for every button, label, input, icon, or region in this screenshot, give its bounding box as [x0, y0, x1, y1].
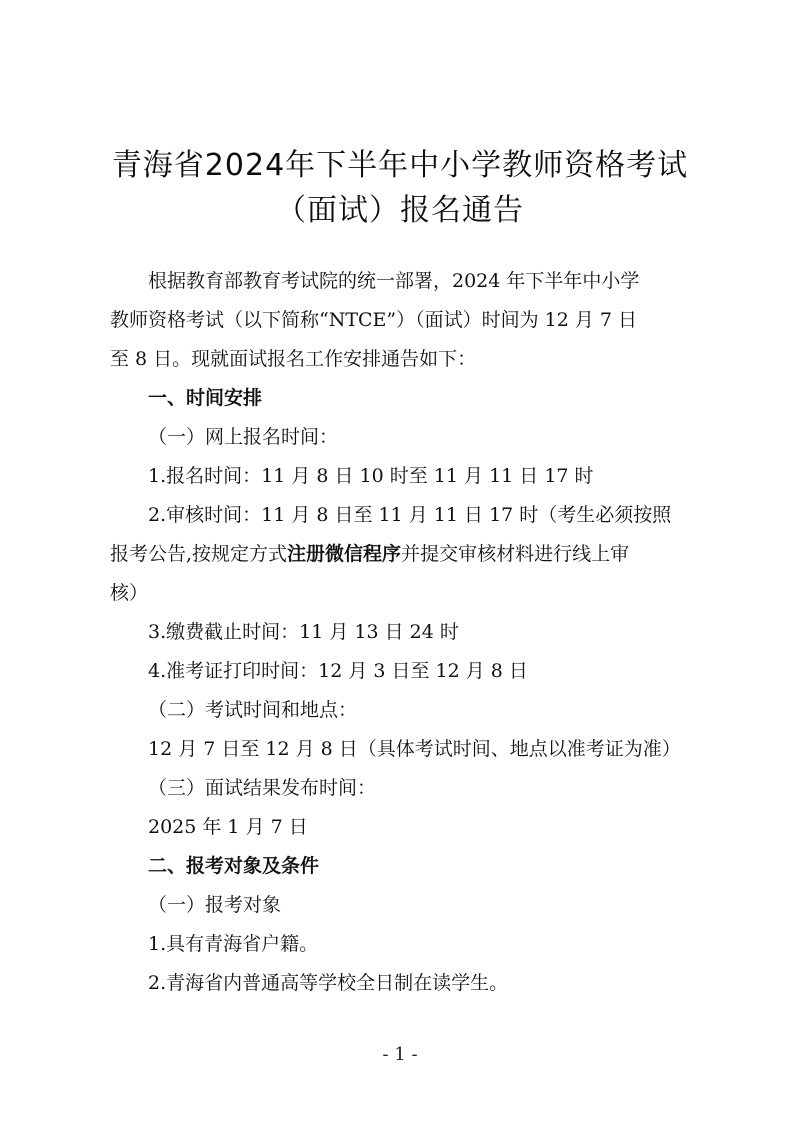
page-number: - 1 - — [382, 1044, 418, 1065]
section-2-sub-1: （一）报考对象 — [148, 894, 282, 916]
section-1-sub-2-text: 12 月 7 日至 12 月 8 日（具体考试时间、地点以准考证为准） — [148, 738, 681, 760]
section-1-item-2-line-2 — [110, 535, 629, 573]
section-1-heading: 一、时间安排 — [148, 387, 263, 409]
section-2-item-1: 1.具有青海省户籍。 — [148, 933, 319, 955]
section-2-heading: 二、报考对象及条件 — [148, 855, 320, 877]
section-2-item-2: 2.青海省内普通高等学校全日制在读学生。 — [148, 972, 509, 994]
section-1-sub-1: （一）网上报名时间： — [148, 426, 339, 448]
section-1-item-3: 3.缴费截止时间：11 月 13 日 24 时 — [148, 621, 459, 643]
section-1-sub-3: （三）面试结果发布时间： — [148, 777, 377, 799]
item-2-text-bold: 注册微信程序 — [287, 543, 402, 565]
title-line-2: （面试）报名通告 — [276, 193, 524, 228]
section-1-item-2-line-3: 核） — [110, 582, 149, 604]
section-1-sub-3-text: 2025 年 1 月 7 日 — [148, 816, 308, 838]
item-2-text-post: 并提交审核材料进行线上审 — [401, 543, 630, 565]
intro-line-3: 至 8 日。现就面试报名工作安排通告如下： — [110, 348, 477, 370]
title-line-1: 青海省2024年下半年中小学教师资格考试 — [111, 148, 689, 183]
intro-line-2: 教师资格考试（以下简称“NTCE”）（面试）时间为 12 月 7 日 — [110, 309, 638, 331]
section-1-item-1: 1.报名时间：11 月 8 日 10 时至 11 月 11 日 17 时 — [148, 465, 594, 487]
section-1-item-2-line-1: 2.审核时间：11 月 8 日至 11 月 11 日 17 时（考生必须按照 — [148, 504, 672, 526]
section-1-item-4: 4.准考证打印时间：12 月 3 日至 12 月 8 日 — [148, 660, 528, 682]
section-1-sub-2: （二）考试时间和地点： — [148, 699, 358, 721]
intro-line-1: 根据教育部教育考试院的统一部署，2024 年下半年中小学 — [148, 270, 640, 292]
item-2-text-pre: 报考公告,按规定方式 — [110, 543, 288, 565]
